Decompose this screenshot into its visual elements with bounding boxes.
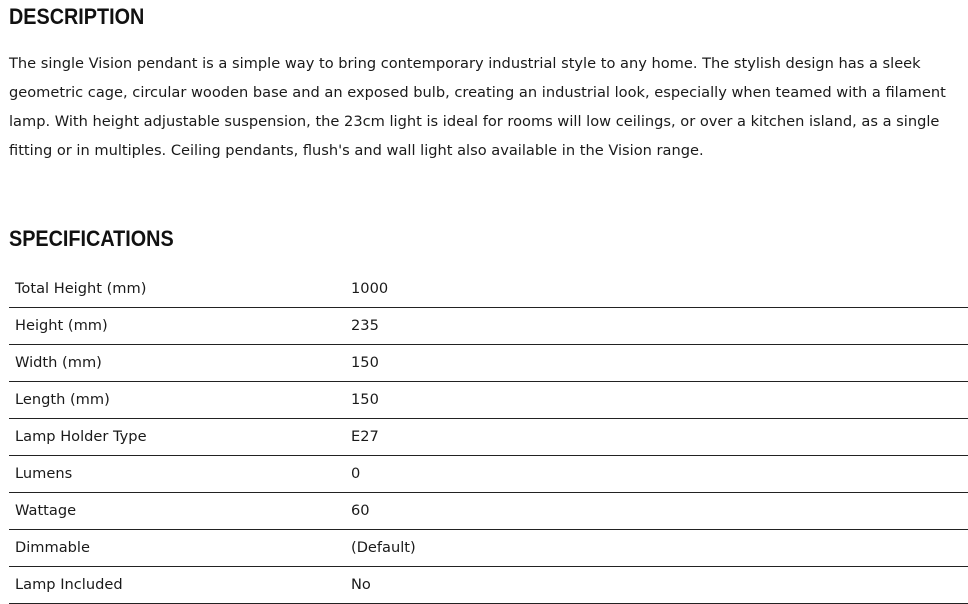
spec-value-lamp-holder-type: E27: [351, 418, 968, 455]
specifications-heading: SPECIFICATIONS: [9, 226, 174, 251]
table-row: [9, 566, 968, 603]
spec-value-total-height: 1000: [351, 270, 968, 307]
spec-value-width: 150: [351, 344, 968, 381]
spec-value-dimmable: (Default): [351, 529, 968, 566]
spec-label-lamp-holder-type: Lamp Holder Type: [9, 418, 351, 455]
table-row: [9, 492, 968, 529]
spec-value-height: 235: [351, 307, 968, 344]
table-row: [9, 344, 968, 381]
table-row: [9, 529, 968, 566]
spec-label-length: Length (mm): [9, 381, 351, 418]
spec-value-lumens: 0: [351, 455, 968, 492]
table-row: [9, 418, 968, 455]
spec-label-wattage: Wattage: [9, 492, 351, 529]
spec-value-length: 150: [351, 381, 968, 418]
spec-label-width: Width (mm): [9, 344, 351, 381]
table-row: [9, 381, 968, 418]
table-row: [9, 270, 968, 307]
table-row: [9, 455, 968, 492]
spec-label-dimmable: Dimmable: [9, 529, 351, 566]
spec-label-lamp-included: Lamp Included: [9, 566, 351, 603]
specifications-table: [9, 270, 968, 604]
spec-label-height: Height (mm): [9, 307, 351, 344]
spec-label-lumens: Lumens: [9, 455, 351, 492]
spec-label-total-height: Total Height (mm): [9, 270, 351, 307]
table-row: [9, 307, 968, 344]
spec-value-lamp-included: No: [351, 566, 968, 603]
description-heading: DESCRIPTION: [9, 4, 145, 29]
spec-value-wattage: 60: [351, 492, 968, 529]
description-text: The single Vision pendant is a simple way to bring contemporary industrial style to any home. The stylish design has a sleek geometric cage, circular wooden base and an exposed bulb, creating an industrial look, especially when teamed with a filament lamp. With height adjustable suspension, the 23cm light is ideal for rooms will low ceilings, or over a kitchen island, as a single fitting or in multiples. Ceiling pendants, flush's and wall light also available in the Vision range.: [9, 55, 946, 159]
